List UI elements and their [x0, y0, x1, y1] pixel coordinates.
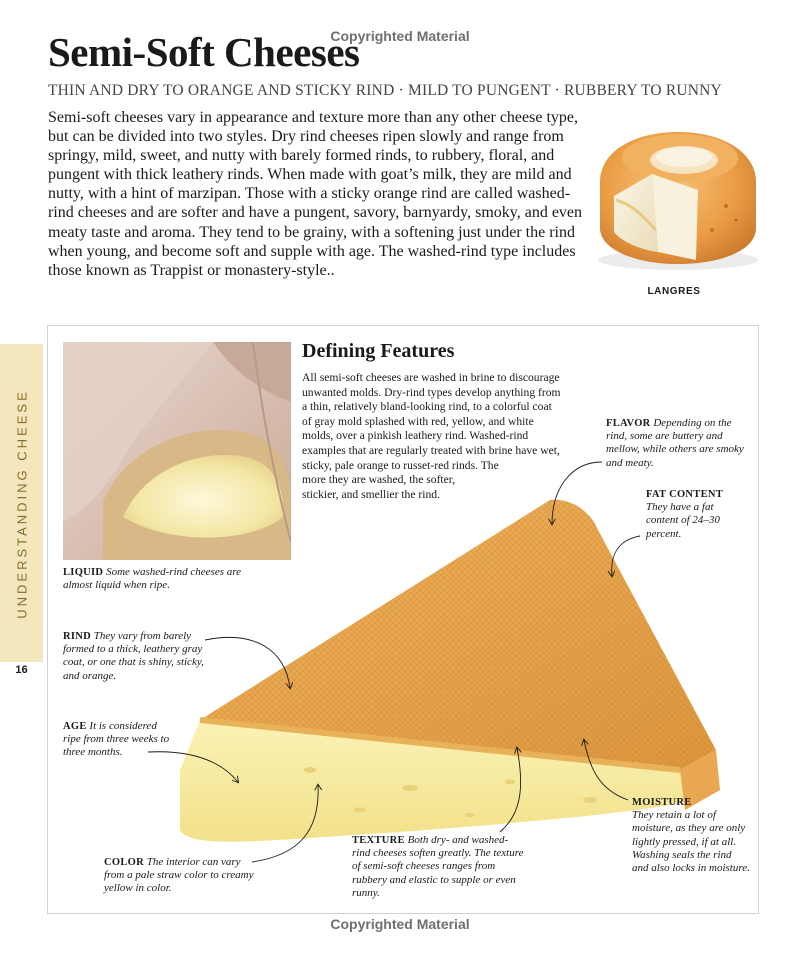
annotation-fat-label: FAT CONTENT: [646, 489, 724, 500]
annotation-rind-text: They vary from barely formed to a thick, leathery gray coat, or one that is shiny, sticky, and orange.: [63, 630, 204, 682]
intro-paragraph: Semi-soft cheeses vary in appearance and texture more than any other cheese type, but can be divided into two styles. Dry rind cheeses ripen slowly and range from springy, mild, sweet, and nutty with barely formed rinds, to rubbery, floral, and pungent with thick leathery rinds. When made with goat’s milk, they are mild and nutty, with a hint of marzipan. Those with a sticky orange rind are called washed-rind cheeses and are softer and have a pungent, savory, barnyardy, smoky, and even meaty taste and aroma. They tend to be grainy, with a softening just under the rind when young, and become soft and supple with age. The washed-rind type includes those known as Trappist or monastery-style..: [48, 109, 583, 279]
annotation-moisture-label: MOISTURE: [632, 797, 692, 808]
annotation-texture-label: TEXTURE: [352, 835, 405, 846]
annotation-flavor: [606, 417, 746, 470]
features-body-part1: All semi-soft cheeses are washed in brine to discourage unwanted molds. Dry-rind types develop anything from a thin, relatively bland-looking rind, to a colorful coat of gray mold splashed with red, yellow, and white molds, over a pinkish leathery rind. Washed-rind examples that are regularly treated with brine have wet, sticky, pale orange to russet-red rinds. The: [302, 371, 561, 472]
annotation-texture: [352, 834, 524, 900]
annotation-moisture: [632, 796, 750, 875]
annotation-age-text: It is considered ripe from three weeks to three months.: [63, 720, 170, 759]
langres-cheese-image: [586, 110, 762, 276]
annotation-rind-label: RIND: [63, 631, 92, 642]
annotation-liquid-label: LIQUID: [63, 567, 104, 578]
annotation-liquid-text: Some washed-rind cheeses are almost liquid when ripe.: [63, 566, 241, 592]
annotation-age-label: AGE: [63, 721, 87, 732]
watermark-top: Copyrighted Material: [330, 28, 470, 44]
annotation-texture-text: Both dry- and washed-rind cheeses soften greatly. The texture of semi-soft cheeses ranges from rubbery and elastic to supple or even runny.: [352, 834, 524, 899]
page-number: 16: [15, 664, 28, 676]
section-label: UNDERSTANDING CHEESE: [14, 389, 30, 619]
page-title: Semi-Soft Cheeses: [48, 29, 360, 75]
annotation-fat-text: They have a fat content of 24–30 percent.: [646, 501, 720, 540]
annotation-rind: [63, 630, 213, 683]
features-heading: Defining Features: [302, 340, 455, 362]
page-subtitle: THIN AND DRY TO ORANGE AND STICKY RIND · MILD TO PUNGENT · RUBBERY TO RUNNY: [48, 82, 722, 99]
annotation-fat-content: [646, 488, 738, 541]
annotation-liquid: [63, 566, 273, 592]
annotation-color-label: COLOR: [104, 857, 145, 868]
annotation-moisture-text: They retain a lot of moisture, as they are only lightly pressed, if at all. Washing seals the rind and also locks in moisture.: [632, 809, 750, 875]
annotation-age: [63, 720, 175, 760]
annotation-flavor-label: FLAVOR: [606, 418, 651, 429]
langres-caption: LANGRES: [647, 286, 701, 297]
features-body-part2: more they are washed, the softer, stickier, and smellier the rind.: [302, 473, 456, 501]
annotation-color-text: The interior can vary from a pale straw color to creamy yellow in color.: [104, 856, 254, 895]
watermark-bottom: Copyrighted Material: [330, 916, 470, 932]
annotation-flavor-text: Depending on the rind, some are buttery and mellow, while others are smoky and meaty.: [606, 417, 744, 469]
annotation-color: [104, 856, 256, 896]
